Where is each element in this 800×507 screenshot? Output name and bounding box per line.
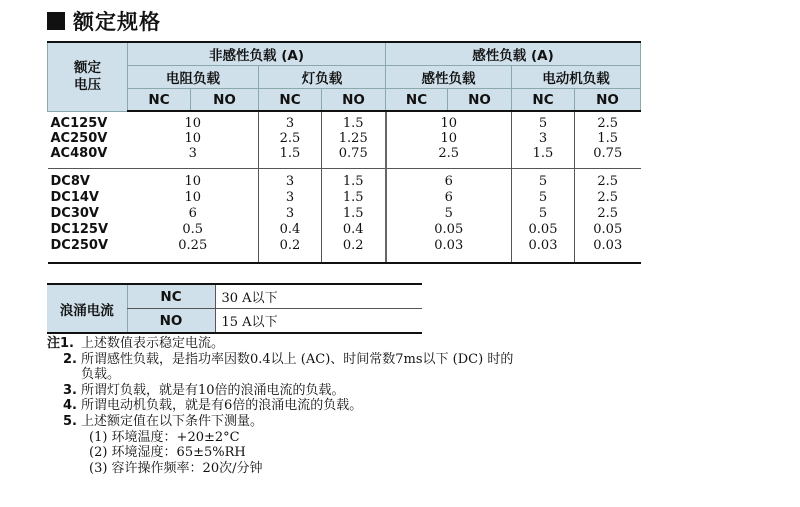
inductive-header: 感性负载 (A) [386,42,641,66]
col-header: NC [386,89,448,112]
col-header: NC [512,89,575,112]
notes [47,336,513,476]
note-item: 负载。 [81,367,121,383]
section-title-text: 额定规格 [73,10,161,34]
inductive-load-header: 感性负载 [386,66,512,89]
col-header: NO [448,89,512,112]
motor-no-values: 2.5 2.5 2.5 0.05 0.03 [575,168,641,263]
col-header: NC [259,89,322,112]
lamp-nc-values: 3 2.5 1.5 [259,111,322,168]
lamp-no-values: 1.5 1.25 0.75 [322,111,386,168]
ac-row-group [48,111,641,168]
ac-voltage-labels: AC125V AC250V AC480V [48,111,128,168]
note-item: 5. 上述额定值在以下条件下测量。 [63,413,264,429]
col-header: NC [128,89,191,112]
dc-voltage-labels: DC8V DC14V DC30V DC125V DC250V [48,168,128,263]
lamp-no-values: 1.5 1.5 1.5 0.4 0.2 [322,168,386,263]
inductive-values: 6 6 5 0.05 0.03 [386,168,512,263]
note-item: 2. 所谓感性负载，是指功率因数0.4以上 (AC)、时间常数7ms以下 (DC) 时的 [63,351,514,367]
non-inductive-header: 非感性负载 (A) [128,42,386,66]
square-bullet-icon [47,12,65,30]
lamp-nc-values: 3 3 3 0.4 0.2 [259,168,322,263]
rating-table [47,41,641,264]
note-item: 3. 所谓灯负载，就是有10倍的浪涌电流的负载。 [63,382,345,398]
surge-nc-label: NC [127,284,215,309]
section-title [47,6,161,36]
motor-load-header: 电动机负载 [512,66,641,89]
resistive-values: 10 10 3 [128,111,259,168]
dc-row-group [48,168,641,263]
surge-label: 浪涌电流 [47,284,127,333]
motor-no-values: 2.5 1.5 0.75 [575,111,641,168]
lamp-load-header: 灯负载 [259,66,386,89]
resistive-values: 10 10 6 0.5 0.25 [128,168,259,263]
motor-nc-values: 5 3 1.5 [512,111,575,168]
condition-item: (1) 环境温度：+20±2°C [89,429,240,445]
inductive-values: 10 10 2.5 [386,111,512,168]
surge-no-value: 15 A以下 [215,309,422,334]
surge-no-label: NO [127,309,215,334]
col-header: NO [575,89,641,112]
motor-nc-values: 5 5 5 0.05 0.03 [512,168,575,263]
surge-current-table [47,283,422,334]
condition-item: (2) 环境湿度：65±5%RH [89,445,246,461]
col-header: NO [191,89,259,112]
rated-voltage-header: 额定 电压 [48,42,128,111]
col-header: NO [322,89,386,112]
condition-item: (3) 容许操作频率：20次/分钟 [89,460,263,476]
note-item: 注1. 上述数值表示稳定电流。 [47,336,225,351]
resistive-load-header: 电阻负载 [128,66,259,89]
surge-nc-value: 30 A以下 [215,284,422,309]
note-item: 4. 所谓电动机负载，就是有6倍的浪涌电流的负载。 [63,398,363,414]
